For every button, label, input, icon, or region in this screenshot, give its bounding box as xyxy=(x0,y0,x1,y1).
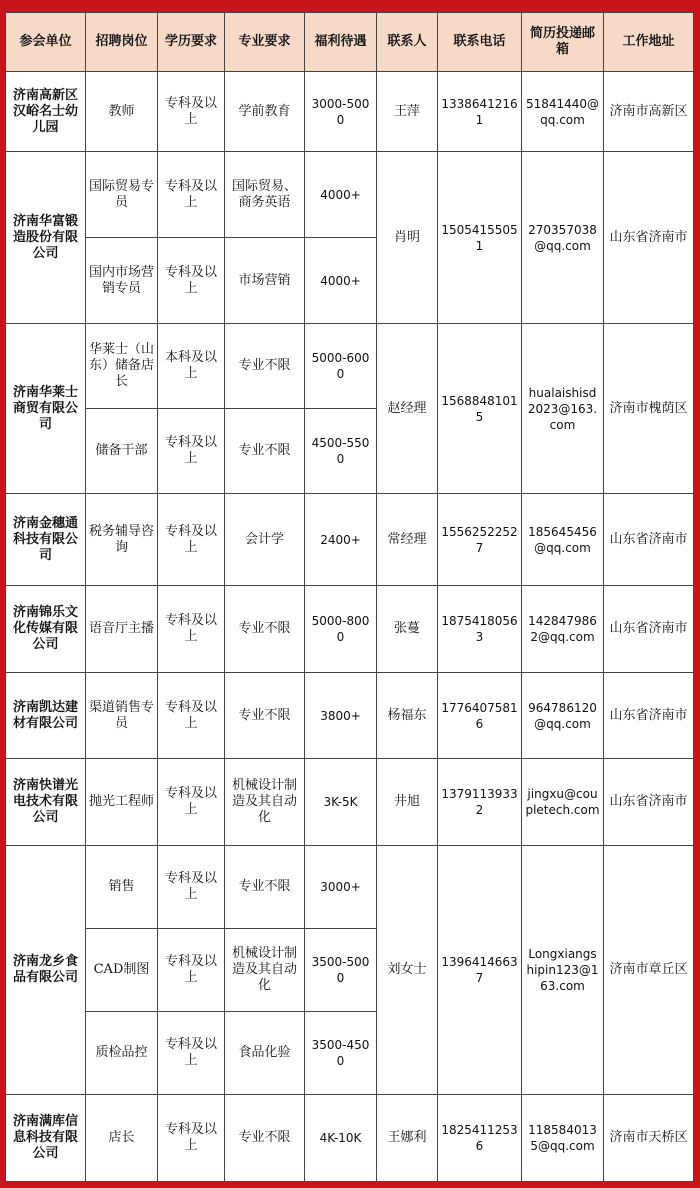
job-education: 专科及以上 xyxy=(158,409,225,494)
job-salary: 5000-8000 xyxy=(305,586,377,673)
header-address: 工作地址 xyxy=(604,13,694,72)
company-name: 济南凯达建材有限公司 xyxy=(6,673,86,758)
contact-phone: 13386412161 xyxy=(438,72,522,152)
company-name: 济南快谱光电技术有限公司 xyxy=(6,758,86,845)
job-major: 专业不限 xyxy=(225,1094,305,1181)
contact-name: 张蔓 xyxy=(377,586,438,673)
job-education: 专科及以上 xyxy=(158,494,225,586)
work-address: 济南市槐荫区 xyxy=(604,324,694,494)
resume-email: Longxiangshipin123@163.com xyxy=(522,845,604,1094)
job-major: 机械设计制造及其自动化 xyxy=(225,928,305,1011)
job-salary: 3800+ xyxy=(305,673,377,758)
job-major: 会计学 xyxy=(225,494,305,586)
job-salary: 3500-4500 xyxy=(305,1011,377,1094)
job-title: 店长 xyxy=(86,1094,158,1181)
table-row xyxy=(6,324,694,409)
job-salary: 3K-5K xyxy=(305,758,377,845)
table-row xyxy=(6,152,694,238)
work-address: 山东省济南市 xyxy=(604,494,694,586)
job-education: 专科及以上 xyxy=(158,586,225,673)
company-name: 济南锦乐文化传媒有限公司 xyxy=(6,586,86,673)
contact-name: 王萍 xyxy=(377,72,438,152)
table-row xyxy=(6,494,694,586)
job-salary: 5000-6000 xyxy=(305,324,377,409)
job-title: 教师 xyxy=(86,72,158,152)
job-salary: 4K-10K xyxy=(305,1094,377,1181)
company-name: 济南金穗通科技有限公司 xyxy=(6,494,86,586)
header-education: 学历要求 xyxy=(158,13,225,72)
job-education: 专科及以上 xyxy=(158,673,225,758)
job-major: 学前教育 xyxy=(225,72,305,152)
header-row xyxy=(6,13,694,72)
header-phone: 联系电话 xyxy=(438,13,522,72)
resume-email: hualaishisd2023@163.com xyxy=(522,324,604,494)
header-contact: 联系人 xyxy=(377,13,438,72)
resume-email: 51841440@qq.com xyxy=(522,72,604,152)
company-name: 济南华富锻造股份有限公司 xyxy=(6,152,86,324)
contact-name: 肖明 xyxy=(377,152,438,324)
job-education: 专科及以上 xyxy=(158,928,225,1011)
job-salary: 4000+ xyxy=(305,152,377,238)
contact-phone: 15562522527 xyxy=(438,494,522,586)
job-title: 销售 xyxy=(86,845,158,928)
company-name: 济南龙乡食品有限公司 xyxy=(6,845,86,1094)
job-salary: 3000-5000 xyxy=(305,72,377,152)
resume-email: 1185840135@qq.com xyxy=(522,1094,604,1181)
job-major: 市场营销 xyxy=(225,238,305,324)
work-address: 山东省济南市 xyxy=(604,758,694,845)
contact-phone: 13964146637 xyxy=(438,845,522,1094)
contact-phone: 15054155051 xyxy=(438,152,522,324)
job-title: 华莱士（山东）储备店长 xyxy=(86,324,158,409)
job-education: 专科及以上 xyxy=(158,238,225,324)
resume-email: 1428479862@qq.com xyxy=(522,586,604,673)
job-salary: 3000+ xyxy=(305,845,377,928)
contact-name: 井旭 xyxy=(377,758,438,845)
job-education: 专科及以上 xyxy=(158,1094,225,1181)
resume-email: 185645456@qq.com xyxy=(522,494,604,586)
job-title: 质检品控 xyxy=(86,1011,158,1094)
job-title: 国际贸易专员 xyxy=(86,152,158,238)
contact-phone: 18254112536 xyxy=(438,1094,522,1181)
job-major: 专业不限 xyxy=(225,409,305,494)
company-name: 济南高新区汉峪名士幼儿园 xyxy=(6,72,86,152)
header-position: 招聘岗位 xyxy=(86,13,158,72)
contact-name: 常经理 xyxy=(377,494,438,586)
job-major: 食品化验 xyxy=(225,1011,305,1094)
job-title: 国内市场营销专员 xyxy=(86,238,158,324)
header-salary: 福利待遇 xyxy=(305,13,377,72)
work-address: 山东省济南市 xyxy=(604,673,694,758)
contact-phone: 13791139332 xyxy=(438,758,522,845)
job-salary: 4000+ xyxy=(305,238,377,324)
header-major: 专业要求 xyxy=(225,13,305,72)
job-major: 专业不限 xyxy=(225,586,305,673)
job-education: 专科及以上 xyxy=(158,152,225,238)
job-salary: 2400+ xyxy=(305,494,377,586)
job-title: CAD制图 xyxy=(86,928,158,1011)
job-major: 专业不限 xyxy=(225,324,305,409)
resume-email: 964786120@qq.com xyxy=(522,673,604,758)
table-row xyxy=(6,72,694,152)
table-row xyxy=(6,1094,694,1181)
work-address: 济南市章丘区 xyxy=(604,845,694,1094)
header-company: 参会单位 xyxy=(6,13,86,72)
resume-email: 270357038@qq.com xyxy=(522,152,604,324)
contact-name: 杨福东 xyxy=(377,673,438,758)
table-row xyxy=(6,845,694,928)
work-address: 山东省济南市 xyxy=(604,586,694,673)
job-education: 专科及以上 xyxy=(158,1011,225,1094)
resume-email: jingxu@coupletech.com xyxy=(522,758,604,845)
contact-phone: 18754180563 xyxy=(438,586,522,673)
job-title: 语音厅主播 xyxy=(86,586,158,673)
job-education: 专科及以上 xyxy=(158,758,225,845)
table-row xyxy=(6,673,694,758)
contact-phone: 15688481015 xyxy=(438,324,522,494)
contact-phone: 17764075816 xyxy=(438,673,522,758)
table-row xyxy=(6,758,694,845)
work-address: 山东省济南市 xyxy=(604,152,694,324)
work-address: 济南市高新区 xyxy=(604,72,694,152)
job-title: 渠道销售专员 xyxy=(86,673,158,758)
job-salary: 4500-5500 xyxy=(305,409,377,494)
company-name: 济南满库信息科技有限公司 xyxy=(6,1094,86,1181)
job-salary: 3500-5000 xyxy=(305,928,377,1011)
job-major: 专业不限 xyxy=(225,673,305,758)
job-major: 机械设计制造及其自动化 xyxy=(225,758,305,845)
company-name: 济南华莱士商贸有限公司 xyxy=(6,324,86,494)
header-email: 简历投递邮箱 xyxy=(522,13,604,72)
job-education: 本科及以上 xyxy=(158,324,225,409)
table-row xyxy=(6,586,694,673)
recruitment-table xyxy=(5,12,694,1182)
job-title: 税务辅导咨询 xyxy=(86,494,158,586)
job-education: 专科及以上 xyxy=(158,845,225,928)
job-title: 抛光工程师 xyxy=(86,758,158,845)
job-title: 储备干部 xyxy=(86,409,158,494)
job-major: 专业不限 xyxy=(225,845,305,928)
contact-name: 赵经理 xyxy=(377,324,438,494)
contact-name: 王娜利 xyxy=(377,1094,438,1181)
job-major: 国际贸易、商务英语 xyxy=(225,152,305,238)
work-address: 济南市天桥区 xyxy=(604,1094,694,1181)
contact-name: 刘女士 xyxy=(377,845,438,1094)
job-education: 专科及以上 xyxy=(158,72,225,152)
